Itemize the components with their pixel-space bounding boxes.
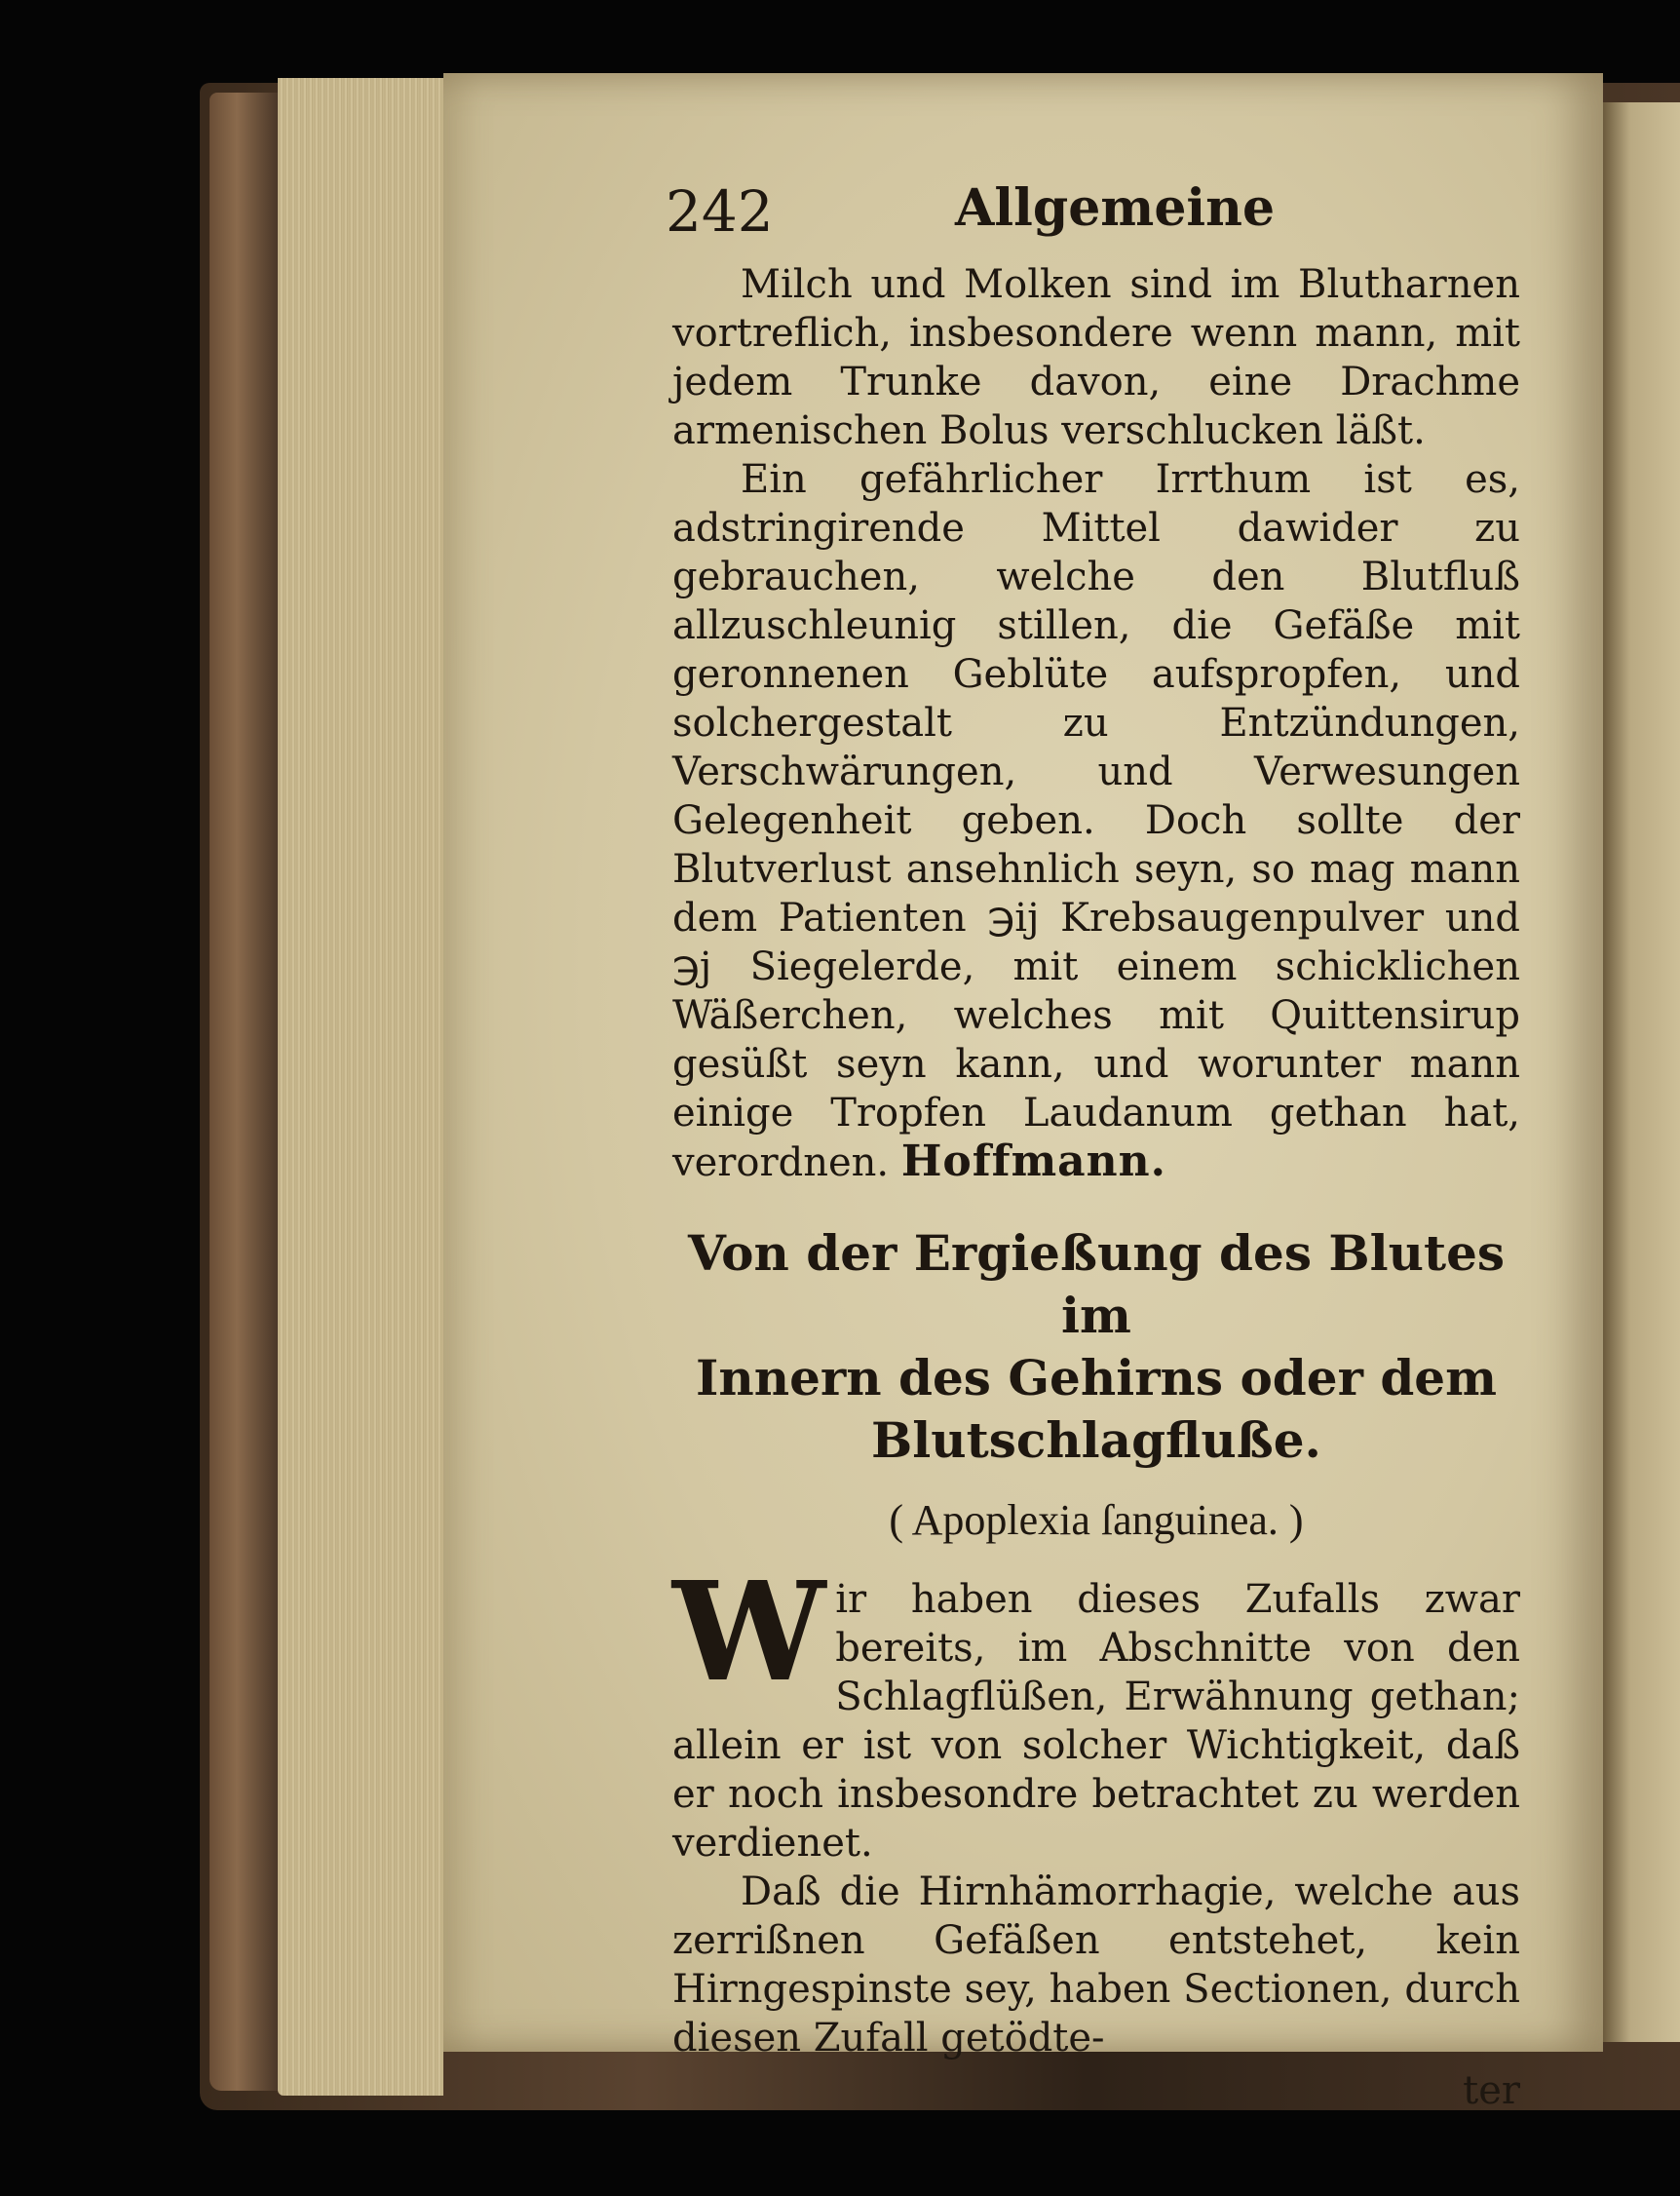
page-text [666, 171, 1520, 2115]
section-heading-line-2: Innern des Gehirns oder dem [696, 1349, 1497, 1406]
paragraph-apoplexy-intro-text: ir haben dieses Zufalls zwar bereits, im Abschnitte von den Schlagflüßen, Erwähnung gethan; allein er ist von solcher Wichtigkeit, daß er noch insbesondre betrachtet zu werden verdienet. [672, 1577, 1520, 1866]
paragraph-astringents [672, 455, 1520, 1187]
page-edges [278, 78, 443, 2096]
paragraph-milk-whey: Milch und Molken sind im Blutharnen vortreflich, insbesondere wenn mann, mit jedem Trunke davon, eine Drachme armenischen Bolus verschlucken läßt. [672, 262, 1520, 453]
facing-page-edge [1603, 102, 1680, 2042]
catchword: ter [1463, 2068, 1520, 2113]
section-heading-line-3: Blutschlagfluße. [871, 1411, 1321, 1469]
section-heading [672, 1222, 1520, 1472]
page-number: 242 [666, 178, 774, 245]
page-header [666, 171, 1520, 258]
running-title: Allgemeine [955, 178, 1276, 238]
section-heading-line-1: Von der Ergießung des Blutes im [687, 1224, 1506, 1344]
paragraph-apoplexy-intro [672, 1553, 1520, 1868]
paragraph-hemorrhage: Daß die Hirnhämorrhagie, welche aus zerrißnen Gefäßen entstehet, kein Hirngespinste sey, haben Sectionen, durch diesen Zufall getödte- [672, 1869, 1520, 2061]
author-signature: Hoffmann. [900, 1137, 1166, 1186]
latin-subtitle: ( Apoplexia ſanguinea. ) [889, 1496, 1304, 1544]
book-binding-edge [210, 93, 278, 2091]
drop-cap: W [672, 1553, 826, 1713]
paragraph-astringents-text: Ein gefährlicher Irrthum ist es, adstringirende Mittel dawider zu gebrauchen, welche den Blutfluß allzuschleunig stillen, die Gefäße mit geronnenen Geblüte aufspropfen, und solchergestalt zu Entzündungen, Verschwärungen, und Verwesungen Gelegenheit geben. Doch sollte der Blutverlust ansehnlich seyn, so mag mann dem Patienten ℈ij Krebsaugenpulver und ℈j Siegelerde, mit einem schicklichen Wäßerchen, welches mit Quittensirup gesüßt seyn kann, und worunter mann einige Tropfen Laudanum gethan hat, verordnen. [672, 457, 1520, 1185]
